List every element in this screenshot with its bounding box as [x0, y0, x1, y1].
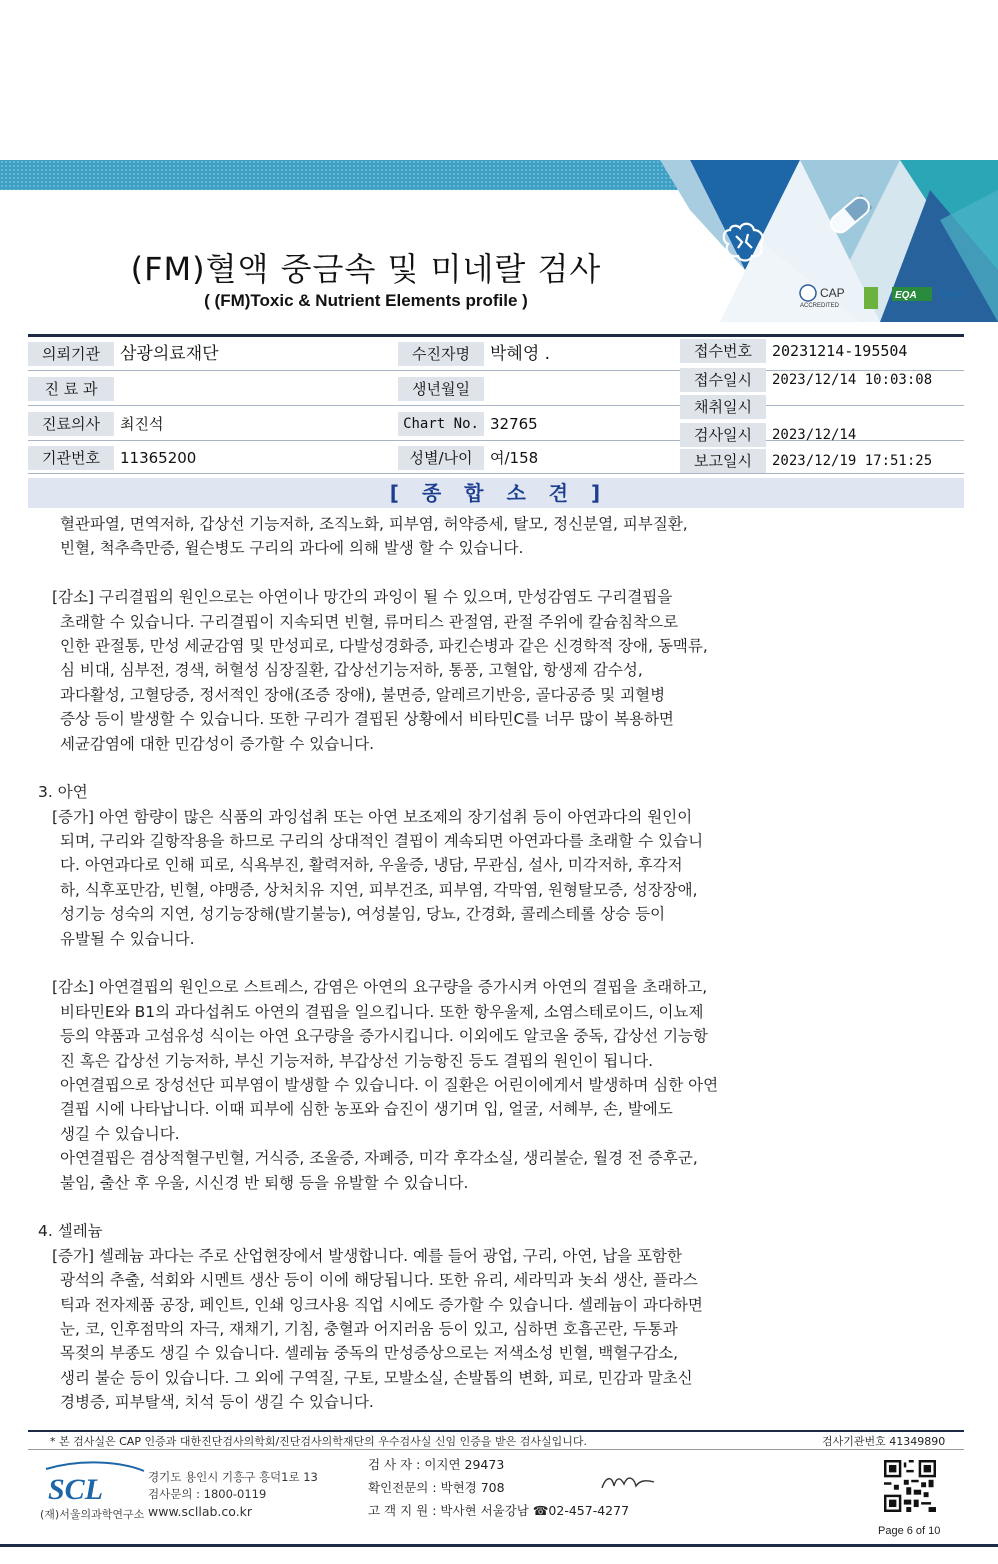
- section-header-summary: [ 종 합 소 견 ]: [28, 478, 964, 508]
- amab-logo: [940, 289, 967, 299]
- svg-text:CAP: CAP: [820, 286, 845, 300]
- lab-phone: 검사문의 : 1800-0119: [148, 1487, 267, 1501]
- blank-line: [38, 1195, 938, 1219]
- signature-icon: [598, 1470, 658, 1496]
- blank-line: [38, 756, 938, 780]
- label-institution: 의뢰기관: [28, 342, 114, 366]
- text-line: [감소] 아연결핍의 원인으로 스트레스, 감염은 아연의 요구량을 증가시켜 아연의 결핍을 초래하고,: [52, 978, 708, 997]
- label-chart-no: Chart No.: [398, 412, 484, 436]
- text-line: 틱과 전자제품 공장, 페인트, 인쇄 잉크사용 직업 시에도 증가할 수 있습니다. 셀레늄이 과다하면: [60, 1295, 703, 1314]
- text-line: 등의 약품과 고섬유성 식이는 아연 요구량을 증가시킵니다. 이외에도 알코올 중독, 갑상선 기능항: [60, 1027, 709, 1046]
- text-line: 다. 아연과다로 인해 피로, 식욕부진, 활력저하, 우울증, 냉담, 무관심, 설사, 미각저하, 후각저: [60, 856, 683, 875]
- accreditation-note: * 본 검사실은 CAP 인증과 대한진단검사의학회/진단검사의학재단의 우수검사실 신임 인증을 받은 검사실입니다.: [50, 1435, 588, 1448]
- value-sex-age: 여/158: [490, 449, 539, 467]
- page-title: (FM)혈액 중금속 및 미네랄 검사: [130, 250, 602, 288]
- info-row-divider: [28, 473, 964, 474]
- svg-text:EQA: EQA: [895, 290, 917, 301]
- footer-rule: [28, 1449, 964, 1450]
- text-line: 혈관파열, 면역저하, 갑상선 기능저하, 조직노화, 피부염, 허약증세, 탈모, 정신분열, 피부질환,: [60, 515, 688, 533]
- text-line: 불임, 출산 후 우울, 시신경 반 퇴행 등을 유발할 수 있습니다.: [60, 1173, 469, 1192]
- value-patient: 박혜영 .: [490, 344, 551, 364]
- lab-name: (재)서울의과학연구소: [40, 1508, 145, 1521]
- svg-text:ACCREDITED: ACCREDITED: [800, 303, 840, 309]
- cap-logo: [800, 285, 845, 309]
- text-line: 생리 불순 등이 있습니다. 그 외에 구역질, 구토, 모발소실, 손발톱의 변화, 피로, 민감과 말초신: [60, 1368, 693, 1387]
- value-chart-no: 32765: [490, 415, 538, 433]
- text-line: 진 혹은 갑상선 기능저하, 부신 기능저하, 부갑상선 기능항진 등도 결핍의 원인이 됩니다.: [60, 1051, 654, 1070]
- value-test-date: 2023/12/14: [772, 427, 857, 443]
- text-line: 아연결핍으로 장성선단 피부염이 발생할 수 있습니다. 이 질환은 어린이에게서 발생하며 심한 아연: [60, 1075, 719, 1094]
- label-receipt-no: 접수번호: [680, 339, 766, 363]
- text-line: 생길 수 있습니다.: [60, 1124, 180, 1143]
- label-report-date: 보고일시: [680, 449, 766, 473]
- page-subtitle: ( (FM)Toxic & Nutrient Elements profile ): [204, 291, 528, 310]
- text-line: 결핍 시에 나타납니다. 이때 피부에 심한 농포와 습진이 생기며 입, 얼굴, 서혜부, 손, 발에도: [60, 1100, 673, 1119]
- lab-website[interactable]: www.scllab.co.kr: [148, 1504, 253, 1519]
- text-line: 눈, 코, 인후점막의 자극, 재채기, 기침, 충혈과 어지러움 등이 있고, 심하면 호흡곤란, 두통과: [60, 1319, 678, 1338]
- qr-code-icon: [884, 1460, 936, 1512]
- value-institution: 삼광의료재단: [120, 344, 219, 364]
- scl-logo-text: SCL: [48, 1473, 104, 1506]
- label-department: 진 료 과: [28, 377, 114, 401]
- section-heading: 4. 셀레늄: [38, 1222, 103, 1241]
- lab-address: 경기도 용인시 기흥구 흥덕1로 13: [148, 1470, 318, 1484]
- value-inst-no: 11365200: [120, 449, 197, 467]
- footer-bottom-rule: [0, 1544, 998, 1547]
- value-report-date: 2023/12/19 17:51:25: [772, 453, 933, 469]
- info-top-rule: [28, 334, 964, 337]
- value-doctor: 최진석: [120, 415, 164, 433]
- value-receipt-no: 20231214-195504: [772, 342, 908, 360]
- specialist-line: 확인전문의 : 박현경 708: [368, 1480, 505, 1495]
- label-doctor: 진료의사: [28, 412, 114, 436]
- text-line: [감소] 구리결핍의 원인으로는 아연이나 망간의 과잉이 될 수 있으며, 만성감염도 구리결핍을: [52, 588, 673, 607]
- summary-body: [38, 512, 938, 1414]
- label-collect-date: 채취일시: [680, 395, 766, 419]
- page-number: Page 6 of 10: [878, 1525, 941, 1537]
- value-receipt-date: 2023/12/14 10:03:08: [772, 372, 933, 388]
- text-line: 증상 등이 발생할 수 있습니다. 또한 구리가 결핍된 상황에서 비타민C를 너무 많이 복용하면: [60, 710, 674, 729]
- text-line: 목젖의 부종도 생길 수 있습니다. 셀레늄 중독의 만성증상으로는 저색소성 빈혈, 백혈구감소,: [60, 1344, 679, 1363]
- section-heading: 3. 아연: [38, 783, 88, 802]
- support-line: 고 객 지 원 : 박사현 서울강남 ☎02-457-4277: [368, 1503, 630, 1518]
- tester-line: 검 사 자 : 이지연 29473: [368, 1457, 505, 1472]
- text-line: 성기능 성숙의 지연, 성기능장해(발기불능), 여성불임, 당뇨, 간경화, 콜레스테롤 상승 등이: [60, 905, 666, 924]
- blank-line: [38, 951, 938, 975]
- text-line: 초래할 수 있습니다. 구리결핍이 지속되면 빈혈, 류머티스 관절염, 관절 주위에 칼슘침착으로: [60, 612, 679, 631]
- text-line: 하, 식후포만감, 빈혈, 야맹증, 상처치유 지연, 피부건조, 피부염, 각막염, 원형탈모증, 성장장애,: [60, 880, 698, 899]
- blank-line: [38, 561, 938, 585]
- text-line: 유발될 수 있습니다.: [60, 929, 195, 948]
- footer-top-rule: [28, 1430, 964, 1432]
- text-line: 인한 관절통, 만성 세균감염 및 만성피로, 다발성경화증, 파킨슨병과 같은 신경학적 장애, 동맥류,: [60, 636, 708, 655]
- svg-text:AMAB: AMAB: [940, 289, 967, 299]
- text-line: 아연결핍은 겸상적혈구빈혈, 거식증, 조울증, 자폐증, 미각 후각소실, 생리불순, 월경 전 증후군,: [60, 1149, 698, 1168]
- label-patient: 수진자명: [398, 342, 484, 366]
- text-line: 경병증, 피부탈색, 치석 등이 생길 수 있습니다.: [60, 1393, 374, 1412]
- label-test-date: 검사일시: [680, 423, 766, 447]
- text-line: 비타민E와 B1의 과다섭취도 아연의 결핍을 일으킵니다. 또한 항우울제, 소염스테로이드, 이뇨제: [60, 1002, 704, 1021]
- label-birth: 생년월일: [398, 377, 484, 401]
- text-line: [증가] 셀레늄 과다는 주로 산업현장에서 발생합니다. 예를 들어 광업, 구리, 아연, 납을 포함한: [52, 1246, 682, 1265]
- info-row-divider: [28, 405, 964, 406]
- label-inst-no: 기관번호: [28, 446, 114, 470]
- label-sex-age: 성별/나이: [398, 446, 484, 470]
- org-number: 검사기관번호 41349890: [822, 1435, 946, 1448]
- label-receipt-date: 접수일시: [680, 368, 766, 392]
- text-line: 되며, 구리와 길항작용을 하므로 구리의 상대적인 결핍이 계속되면 아연과다를 초래할 수 있습니: [60, 832, 704, 851]
- text-line: 세균감염에 대한 민감성이 증가할 수 있습니다.: [60, 734, 375, 753]
- text-line: [증가] 아연 함량이 많은 식품의 과잉섭취 또는 아연 보조제의 장기섭취 등이 아연과다의 원인이: [52, 807, 693, 826]
- text-line: 과다활성, 고혈당증, 정서적인 장애(조증 장애), 불면증, 알레르기반응, 골다공증 및 괴혈병: [60, 685, 666, 704]
- text-line: 광석의 추출, 석회와 시멘트 생산 등이 이에 해당됩니다. 또한 유리, 세라믹과 놋쇠 생산, 플라스: [60, 1271, 698, 1290]
- text-line: 심 비대, 심부전, 경색, 허혈성 심장질환, 갑상선기능저하, 통풍, 고혈압, 항생제 감수성,: [60, 661, 643, 680]
- text-line: 빈혈, 척추측만증, 윌슨병도 구리의 과다에 의해 발생 할 수 있습니다.: [60, 539, 524, 558]
